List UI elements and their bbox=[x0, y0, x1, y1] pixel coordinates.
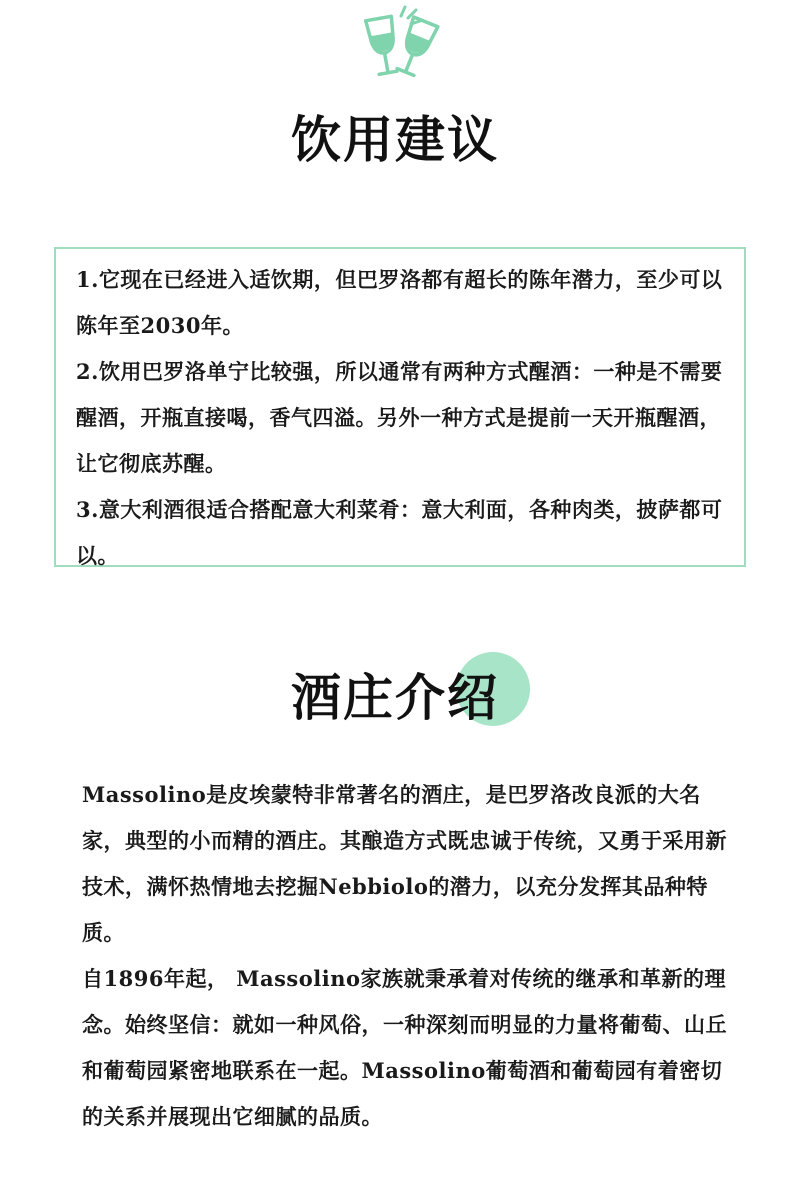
usage-advice-box bbox=[54, 247, 746, 567]
usage-item-2: 2.饮用巴罗洛单宁比较强，所以通常有两种方式醒酒：一种是不需要醒酒，开瓶直接喝，香气四溢。另外一种方式是提前一天开瓶醒酒，让它彻底苏醒。 bbox=[76, 359, 723, 476]
winery-section-title: 酒庄介绍 bbox=[291, 669, 499, 727]
winery-paragraph-2: 自1896年起， Massolino家族就秉承着对传统的继承和革新的理念。始终坚信：就如一种风俗，一种深刻而明显的力量将葡萄、山丘和葡萄园紧密地联系在一起。Massolino葡萄酒和葡萄园有着密切的关系并展现出它细腻的品质。 bbox=[82, 966, 727, 1129]
wine-glasses-toast-icon bbox=[358, 4, 444, 80]
usage-item-1: 1.它现在已经进入适饮期，但巴罗洛都有超长的陈年潜力，至少可以陈年至2030年。 bbox=[76, 267, 723, 338]
winery-paragraph-1: Massolino是皮埃蒙特非常著名的酒庄，是巴罗洛改良派的大名家，典型的小而精的酒庄。其酿造方式既忠诚于传统，又勇于采用新技术，满怀热情地去挖掘Nebbiolo的潜力，以充分发挥其品种特质。 bbox=[82, 782, 727, 945]
usage-section-title: 饮用建议 bbox=[291, 111, 499, 169]
winery-description bbox=[82, 772, 742, 1140]
usage-item-3: 3.意大利酒很适合搭配意大利菜肴：意大利面，各种肉类，披萨都可以。 bbox=[76, 497, 723, 568]
